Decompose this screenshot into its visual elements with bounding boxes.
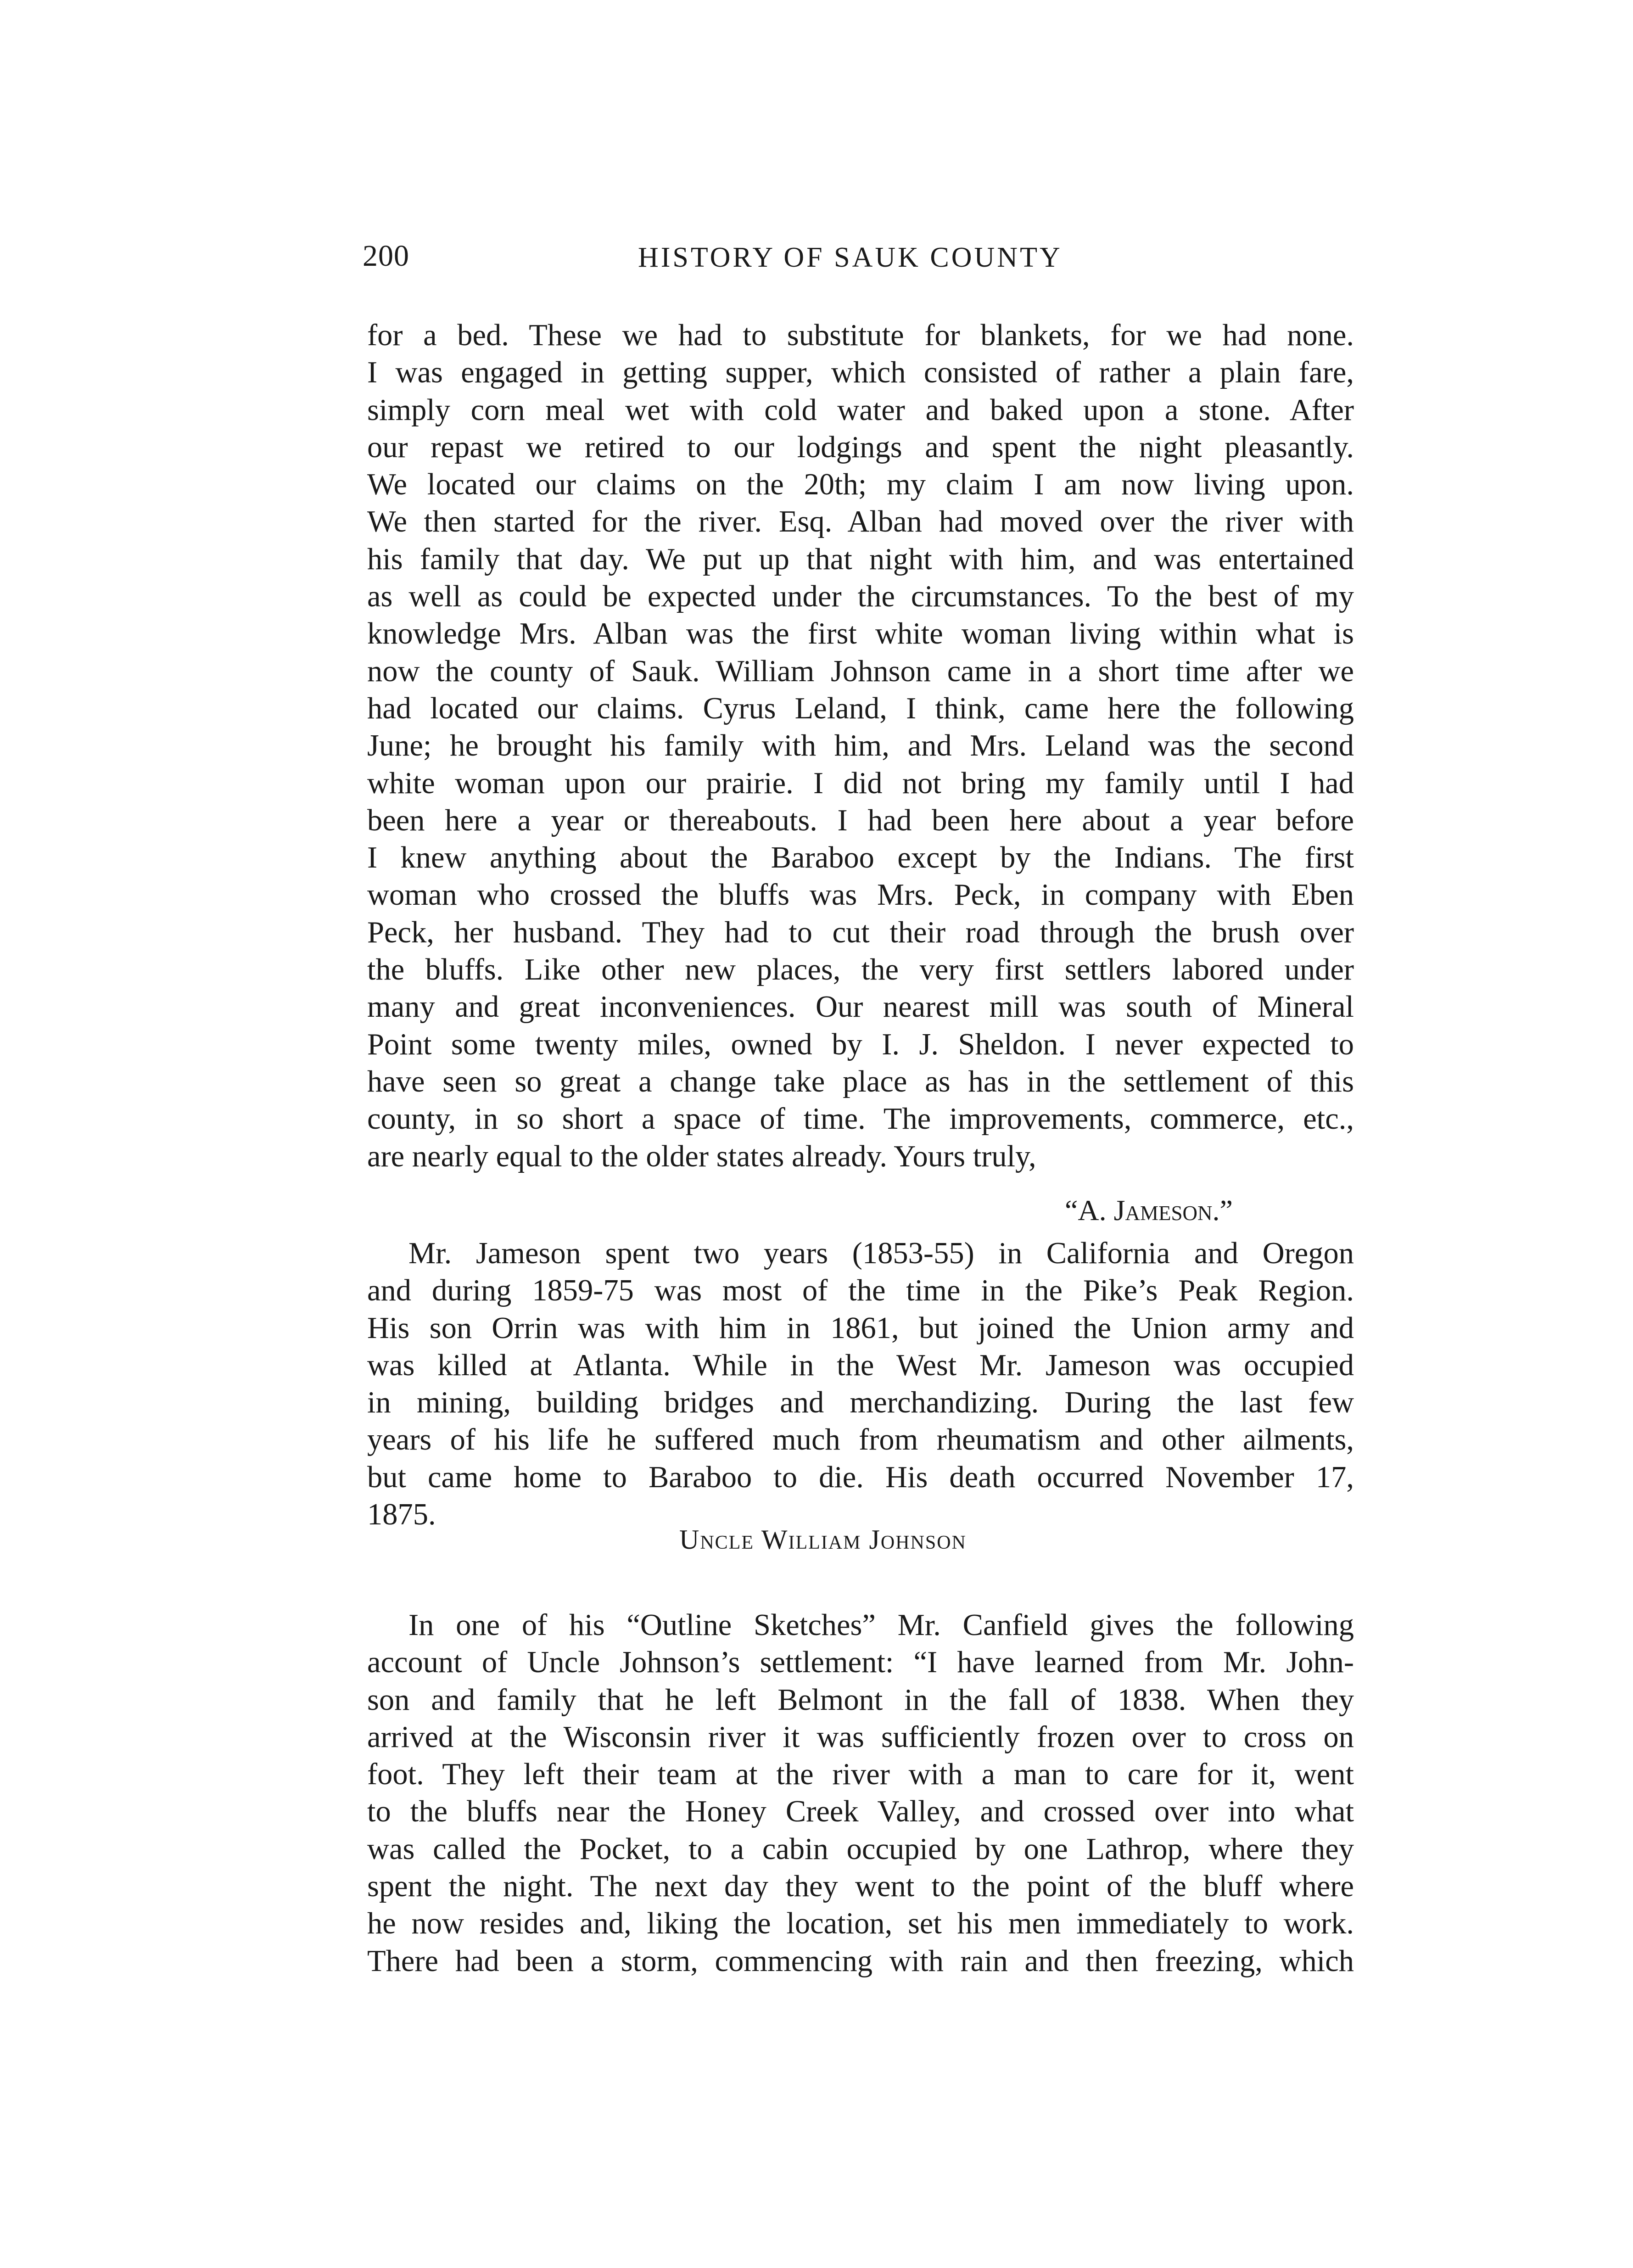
text-line: his family that day. We put up that night with him, and was entertained — [367, 542, 1354, 576]
text-line: was killed at Atlanta. While in the West Mr. Jameson was occupied — [367, 1348, 1354, 1382]
text-line: county, in so short a space of time. The improvements, commerce, etc., — [367, 1102, 1354, 1136]
text-line: for a bed. These we had to substitute for blankets, for we had none. — [367, 319, 1354, 352]
text-line: now the county of Sauk. William Johnson came in a short time after we — [367, 654, 1354, 688]
text-line: to the bluffs near the Honey Creek Valley, and crossed over into what — [367, 1795, 1354, 1829]
text-line: son and family that he left Belmont in the fall of 1838. When they — [367, 1683, 1354, 1717]
text-line: spent the night. The next day they went to the point of the bluff where — [367, 1870, 1354, 1904]
text-line: We then started for the river. Esq. Alban had moved over the river with — [367, 505, 1354, 539]
page-header — [363, 239, 1372, 285]
text-line: white woman upon our prairie. I did not bring my family until I had — [367, 766, 1354, 800]
johnson-paragraph — [367, 1607, 1354, 1980]
page-number: 200 — [363, 239, 409, 273]
text-line: I knew anything about the Baraboo except by the Indians. The first — [367, 841, 1354, 875]
text-line: We located our claims on the 20th; my claim I am now living upon. — [367, 468, 1354, 502]
text-line: had located our claims. Cyrus Leland, I think, came here the following — [367, 691, 1354, 725]
letter-paragraph — [367, 317, 1354, 1175]
text-line: the bluffs. Like other new places, the very first settlers labored under — [367, 953, 1354, 987]
text-line: years of his life he suffered much from rheumatism and other ailments, — [367, 1423, 1354, 1457]
text-line: June; he brought his family with him, and Mrs. Leland was the second — [367, 729, 1354, 763]
text-line: been here a year or thereabouts. I had been here about a year before — [367, 803, 1354, 837]
letter-signature: “A. Jameson.” — [1065, 1194, 1233, 1226]
text-line: simply corn meal wet with cold water and baked upon a stone. After — [367, 393, 1354, 427]
text-line: have seen so great a change take place as has in the settlement of this — [367, 1064, 1354, 1098]
text-line: he now resides and, liking the location, set his men immediately to work. — [367, 1907, 1354, 1941]
section-heading: Uncle William Johnson — [679, 1524, 967, 1555]
text-line: but came home to Baraboo to die. His death occurred November 17, — [367, 1460, 1354, 1494]
text-line: in mining, building bridges and merchandizing. During the last few — [367, 1386, 1354, 1420]
text-line: and during 1859-75 was most of the time in the Pike’s Peak Region. — [367, 1274, 1354, 1308]
text-line: are nearly equal to the older states already. Yours truly, — [367, 1139, 1036, 1173]
text-line: was called the Pocket, to a cabin occupied by one Lathrop, where they — [367, 1832, 1354, 1866]
text-line: arrived at the Wisconsin river it was sufficiently frozen over to cross on — [367, 1720, 1354, 1754]
text-line: many and great inconveniences. Our nearest mill was south of Mineral — [367, 990, 1354, 1024]
text-line: His son Orrin was with him in 1861, but joined the Union army and — [367, 1311, 1354, 1345]
text-line: 1875. — [367, 1498, 436, 1532]
text-line: account of Uncle Johnson’s settlement: “I have learned from Mr. John- — [367, 1646, 1354, 1680]
text-line: woman who crossed the bluffs was Mrs. Peck, in company with Eben — [367, 878, 1354, 912]
text-line: Peck, her husband. They had to cut their road through the brush over — [367, 915, 1354, 949]
text-line: Mr. Jameson spent two years (1853-55) in California and Oregon — [408, 1237, 1354, 1270]
text-line: as well as could be expected under the circumstances. To the best of my — [367, 580, 1354, 614]
text-line: There had been a storm, commencing with rain and then freezing, which — [367, 1944, 1354, 1978]
running-title: HISTORY OF SAUK COUNTY — [638, 242, 1063, 273]
text-line: I was engaged in getting supper, which consisted of rather a plain fare, — [367, 356, 1354, 390]
jameson-paragraph — [367, 1235, 1354, 1533]
text-line: our repast we retired to our lodgings and spent the night pleasantly. — [367, 430, 1354, 464]
text-line: Point some twenty miles, owned by I. J. Sheldon. I never expected to — [367, 1027, 1354, 1061]
text-line: In one of his “Outline Sketches” Mr. Canfield gives the following — [408, 1608, 1354, 1642]
text-line: foot. They left their team at the river with a man to care for it, went — [367, 1758, 1354, 1792]
text-line: knowledge Mrs. Alban was the first white woman living within what is — [367, 617, 1354, 651]
